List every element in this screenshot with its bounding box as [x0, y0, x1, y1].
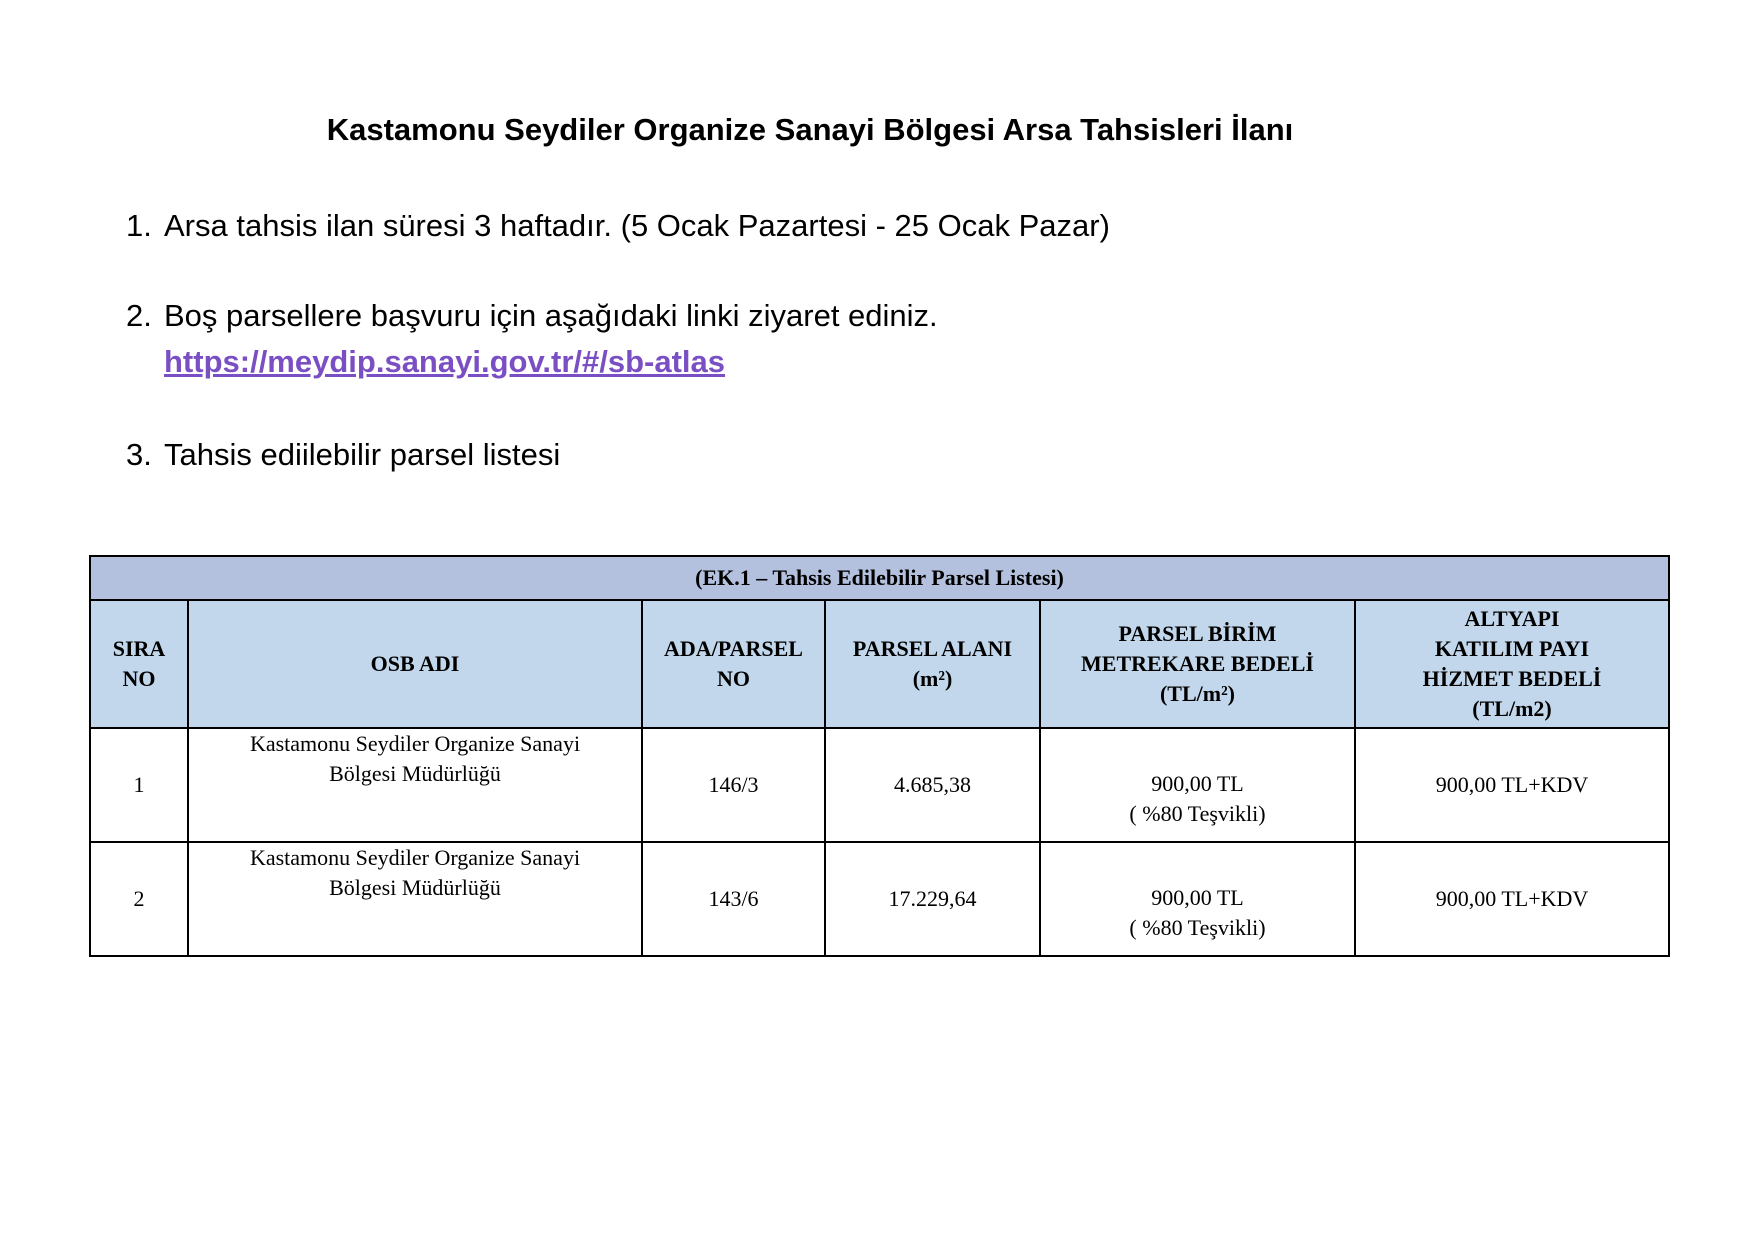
cell-sira: 1 — [90, 728, 188, 842]
cell-ada-parsel: 143/6 — [642, 842, 825, 956]
cell-line: ( %80 Teşvikli) — [1129, 915, 1266, 940]
table-caption: (EK.1 – Tahsis Edilebilir Parsel Listesi) — [90, 556, 1669, 600]
header-line: ALTYAPI — [1464, 606, 1560, 631]
cell-sira: 2 — [90, 842, 188, 956]
cell-parsel-alani: 17.229,64 — [825, 842, 1040, 956]
list-item-3 — [126, 437, 560, 473]
list-item-number: 2. — [126, 298, 152, 333]
header-line: NO — [122, 666, 156, 691]
page-title: Kastamonu Seydiler Organize Sanayi Bölgesi Arsa Tahsisleri İlanı — [326, 112, 1294, 147]
cell-line: Kastamonu Seydiler Organize Sanayi — [249, 731, 581, 756]
header-line: ADA/PARSEL — [664, 636, 803, 661]
cell-birim-bedel — [1040, 842, 1355, 956]
list-item-2 — [126, 298, 938, 334]
table-header-row — [90, 600, 1669, 728]
header-sira-no — [90, 600, 188, 728]
header-line: HİZMET BEDELİ — [1422, 666, 1602, 691]
application-link[interactable]: https://meydip.sanayi.gov.tr/#/sb-atlas — [164, 344, 726, 379]
list-item-text: Arsa tahsis ilan süresi 3 haftadır. (5 Ocak Pazartesi - 25 Ocak Pazar) — [164, 208, 1110, 243]
cell-line: Kastamonu Seydiler Organize Sanayi — [249, 845, 581, 870]
cell-parsel-alani: 4.685,38 — [825, 728, 1040, 842]
cell-altyapi-bedel: 900,00 TL+KDV — [1355, 728, 1669, 842]
cell-osb-adi — [188, 842, 642, 956]
cell-altyapi-bedel: 900,00 TL+KDV — [1355, 842, 1669, 956]
cell-osb-adi — [188, 728, 642, 842]
header-birim-bedel — [1040, 600, 1355, 728]
header-line: PARSEL ALANI — [852, 636, 1013, 661]
cell-birim-bedel — [1040, 728, 1355, 842]
list-item-1 — [126, 208, 1110, 244]
header-line: KATILIM PAYI — [1434, 636, 1590, 661]
header-altyapi-bedel — [1355, 600, 1669, 728]
cell-ada-parsel: 146/3 — [642, 728, 825, 842]
cell-line: 900,00 TL — [1151, 885, 1244, 910]
header-parsel-alani — [825, 600, 1040, 728]
table-row — [90, 842, 1669, 956]
header-ada-parsel — [642, 600, 825, 728]
parcel-table — [89, 555, 1670, 957]
list-item-number: 1. — [126, 208, 152, 243]
header-line: (TL/m2) — [1472, 696, 1552, 721]
cell-line: Bölgesi Müdürlüğü — [329, 761, 501, 786]
header-line: NO — [717, 666, 750, 691]
header-line: METREKARE BEDELİ — [1081, 651, 1314, 676]
header-line: OSB ADI — [370, 651, 460, 676]
list-item-text: Tahsis ediilebilir parsel listesi — [164, 437, 561, 472]
table-row — [90, 728, 1669, 842]
header-line: SIRA — [112, 636, 166, 661]
cell-line: ( %80 Teşvikli) — [1129, 801, 1266, 826]
cell-line: 900,00 TL — [1151, 771, 1244, 796]
header-line: PARSEL BİRİM — [1118, 621, 1277, 646]
cell-line: Bölgesi Müdürlüğü — [329, 875, 501, 900]
header-line: (TL/m²) — [1159, 681, 1236, 706]
list-item-text: Boş parsellere başvuru için aşağıdaki linki ziyaret ediniz. — [164, 298, 938, 333]
list-item-number: 3. — [126, 437, 152, 472]
header-line: (m²) — [912, 666, 953, 691]
header-osb-adi — [188, 600, 642, 728]
